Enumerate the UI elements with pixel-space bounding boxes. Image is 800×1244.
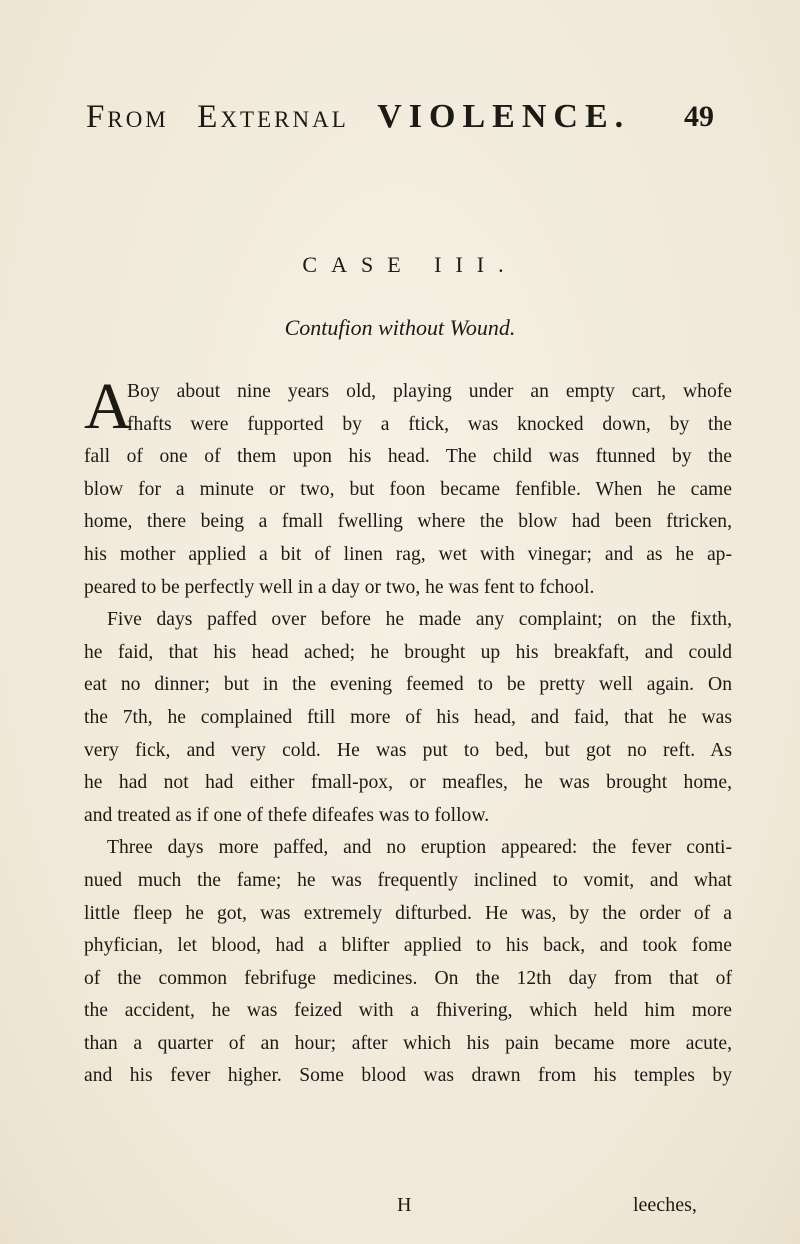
paragraph-2 <box>84 604 732 832</box>
text-line: phyfician, let blood, had a blifter applied to his back, and took fome <box>84 935 732 957</box>
case-heading: CASE III. <box>302 252 518 277</box>
signature-mark: H <box>397 1194 412 1216</box>
catchword: leeches, <box>633 1194 697 1216</box>
text-line: than a quarter of an hour; after which his pain became more acute, <box>84 1032 732 1054</box>
paragraph-1 <box>84 370 732 604</box>
case-subtitle: Contufion without Wound. <box>284 315 516 340</box>
text-line: fall of one of them upon his head. The child was ftunned by the <box>84 446 732 468</box>
text-line: eat no dinner; but in the evening feemed to be pretty well again. On <box>84 674 732 696</box>
running-head <box>0 98 800 148</box>
text-line: and his fever higher. Some blood was drawn from his temples by <box>84 1065 732 1087</box>
text-line: little fleep he got, was extremely difturbed. He was, by the order of a <box>84 902 732 924</box>
body-text <box>84 370 732 1093</box>
text-line: his mother applied a bit of linen rag, wet with vinegar; and as he ap- <box>84 543 732 565</box>
text-line: blow for a minute or two, but foon became fenfible. When he came <box>84 478 732 500</box>
text-line: very fick, and very cold. He was put to bed, but got no reft. As <box>84 739 732 761</box>
text-line: of the common febrifuge medicines. On the 12th day from that of <box>84 967 732 989</box>
text-line: home, there being a fmall fwelling where the blow had been ftricken, <box>84 511 732 533</box>
text-line: he faid, that his head ached; he brought up his breakfaft, and could <box>84 641 732 663</box>
text-line: Five days paffed over before he made any complaint; on the fixth, <box>107 609 732 631</box>
running-head-word-2: External <box>197 99 349 135</box>
text-line: the accident, he was feized with a fhivering, which held him more <box>84 1000 732 1022</box>
running-head-word-3: VIOLENCE. <box>377 98 631 135</box>
text-line: and treated as if one of thefe difeafes was to follow. <box>84 804 490 826</box>
text-line: peared to be perfectly well in a day or two, he was fent to fchool. <box>84 576 595 598</box>
running-head-word-1: From <box>86 99 169 135</box>
drop-cap: A <box>84 370 132 443</box>
text-line-content: Boy about nine years old, playing under an empty cart, whofe <box>127 381 732 402</box>
paragraph-3 <box>84 832 732 1093</box>
text-line: he had not had either fmall-pox, or meafles, he was brought home, <box>84 772 732 794</box>
page-number: 49 <box>684 100 714 133</box>
text-line: Three days more paffed, and no eruption appeared: the fever conti- <box>107 837 732 859</box>
text-line: the 7th, he complained ftill more of his head, and faid, that he was <box>84 706 732 728</box>
text-line: nued much the fame; he was frequently inclined to vomit, and what <box>84 869 732 891</box>
text-line: fhafts were fupported by a ftick, was knocked down, by the <box>127 413 732 435</box>
running-head-title <box>86 98 630 136</box>
